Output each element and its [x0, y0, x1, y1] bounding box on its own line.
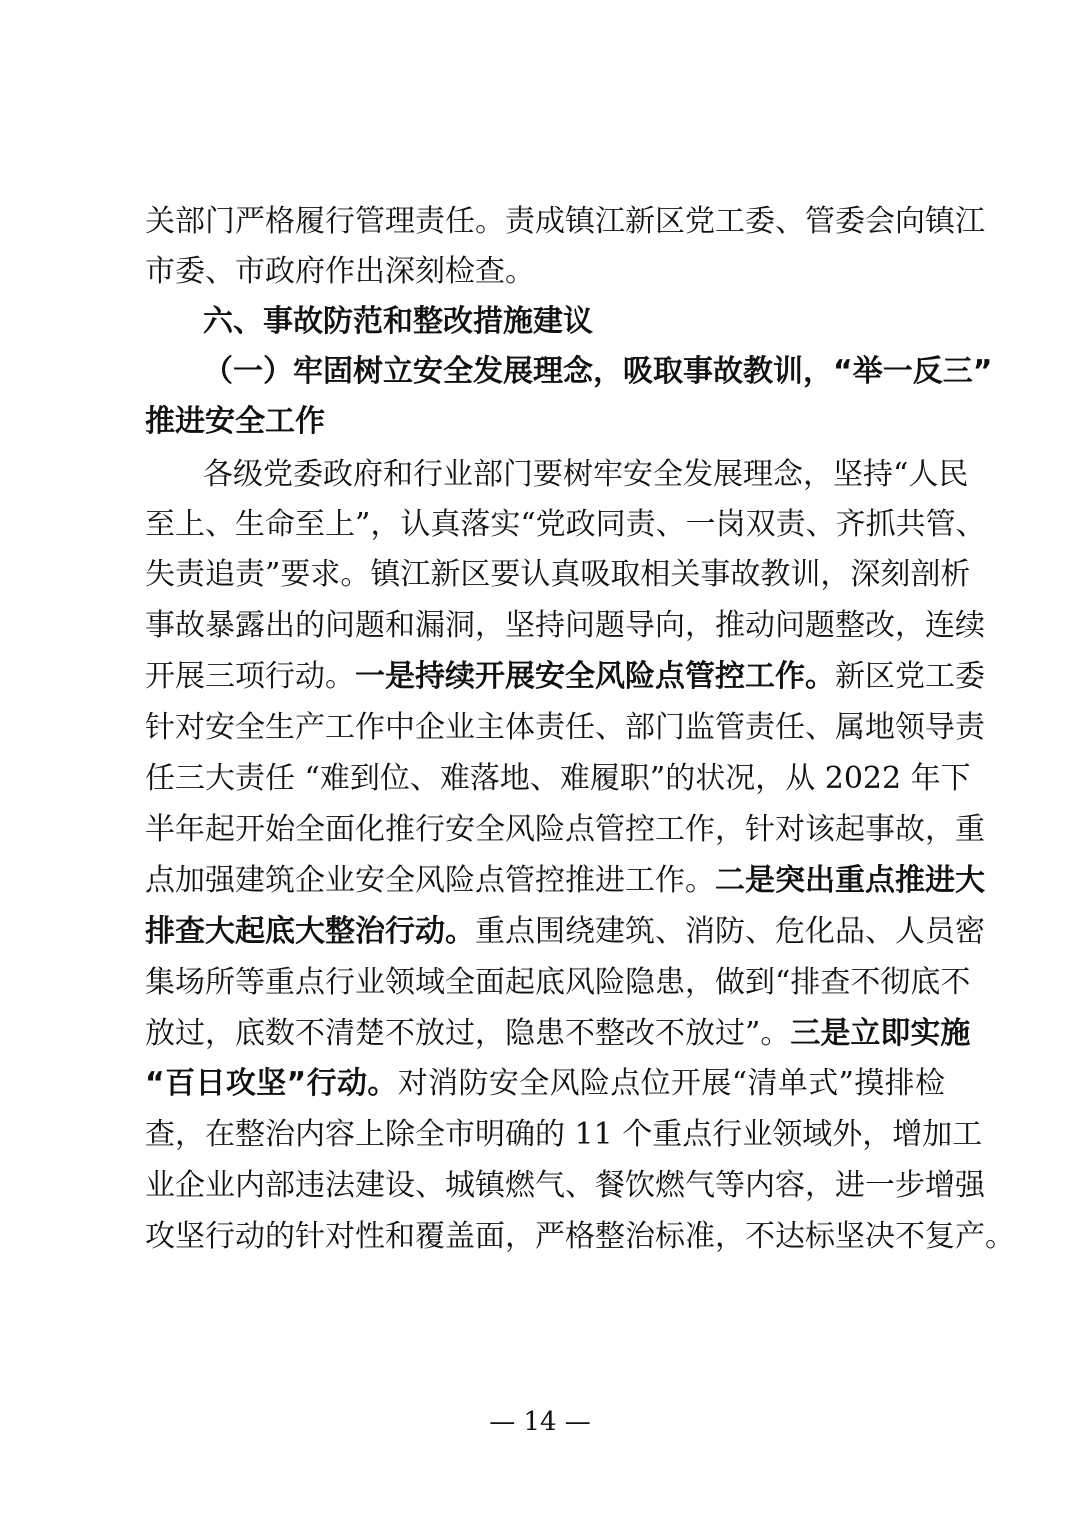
heading-text: （一）牢固树立安全发展理念，吸取事故教训，“举一反三”	[203, 354, 993, 389]
line-text-bold: 一是持续开展安全风险点管控工作。	[355, 659, 835, 694]
line-text: 放过，底数不清楚不放过，隐患不整改不放过”。	[145, 1016, 791, 1051]
line-text-bold: 二是突出重点推进大	[715, 863, 985, 898]
text-line	[145, 1115, 983, 1155]
line-text: 至上、生命至上”，认真落实“党政同责、一岗双责、齐抓共管、	[145, 507, 986, 542]
line-text: 针对安全生产工作中企业主体责任、部门监管责任、属地领导责	[145, 710, 985, 745]
line-text: 对消防安全风险点位开展“清单式”摸排检	[397, 1066, 945, 1101]
text-line	[145, 202, 985, 242]
text-line	[145, 657, 985, 697]
text-line	[145, 1014, 971, 1054]
text-line	[145, 912, 985, 952]
text-line	[145, 505, 986, 545]
heading-text: 推进安全工作	[145, 404, 325, 439]
line-text: 各级党委政府和行业部门要树牢安全发展理念，坚持“人民	[203, 457, 969, 492]
line-text-bold: 三是立即实施	[790, 1016, 971, 1051]
text-line	[145, 252, 945, 292]
text-line	[145, 861, 985, 901]
line-text: 攻坚行动的针对性和覆盖面，严格整治标准，不达标坚决不复产。	[145, 1219, 1015, 1254]
line-text: 业企业内部违法建设、城镇燃气、餐饮燃气等内容，进一步增强	[145, 1168, 985, 1203]
line-text: 半年起开始全面化推行安全风险点管控工作，针对该起事故，重	[145, 812, 985, 847]
line-text-bold: 排查大起底大整治行动。	[145, 914, 475, 949]
line-text: 开展三项行动。	[145, 659, 355, 694]
line-text: 集场所等重点行业领域全面起底风险隐患，做到“排查不彻底不	[145, 965, 971, 1000]
line-text: 任三大责任 “难到位、难落地、难履职”的状况，从 2022 年下	[145, 761, 971, 796]
subsection-heading-continued	[145, 402, 945, 442]
line-text: 关部门严格履行管理责任。责成镇江新区党工委、管委会向镇江	[145, 204, 985, 239]
subsection-heading	[203, 352, 993, 392]
text-line	[145, 606, 985, 646]
text-line	[145, 708, 985, 748]
text-line	[145, 555, 971, 595]
line-text: 新区党工委	[835, 659, 985, 694]
line-text: 点加强建筑企业安全风险点管控推进工作。	[145, 863, 715, 898]
text-line	[145, 759, 971, 799]
text-line	[145, 1064, 945, 1104]
text-line	[145, 1166, 985, 1206]
section-heading	[203, 302, 945, 342]
text-line	[145, 963, 971, 1003]
text-line	[145, 810, 985, 850]
line-text-bold: “百日攻坚”行动。	[145, 1066, 398, 1101]
line-text: 市委、市政府作出深刻检查。	[145, 254, 535, 289]
line-text: 查，在整治内容上除全市明确的 11 个重点行业领域外，增加工	[145, 1117, 983, 1152]
line-text: 事故暴露出的问题和漏洞，坚持问题导向，推动问题整改，连续	[145, 608, 985, 643]
paragraph-first-line	[203, 455, 969, 495]
line-text: 重点围绕建筑、消防、危化品、人员密	[475, 914, 985, 949]
line-text: 失责追责”要求。镇江新区要认真吸取相关事故教训，深刻剖析	[145, 557, 971, 592]
text-line	[145, 1217, 1015, 1257]
page-number: — 14 —	[489, 1407, 591, 1437]
heading-text: 六、事故防范和整改措施建议	[203, 304, 593, 339]
